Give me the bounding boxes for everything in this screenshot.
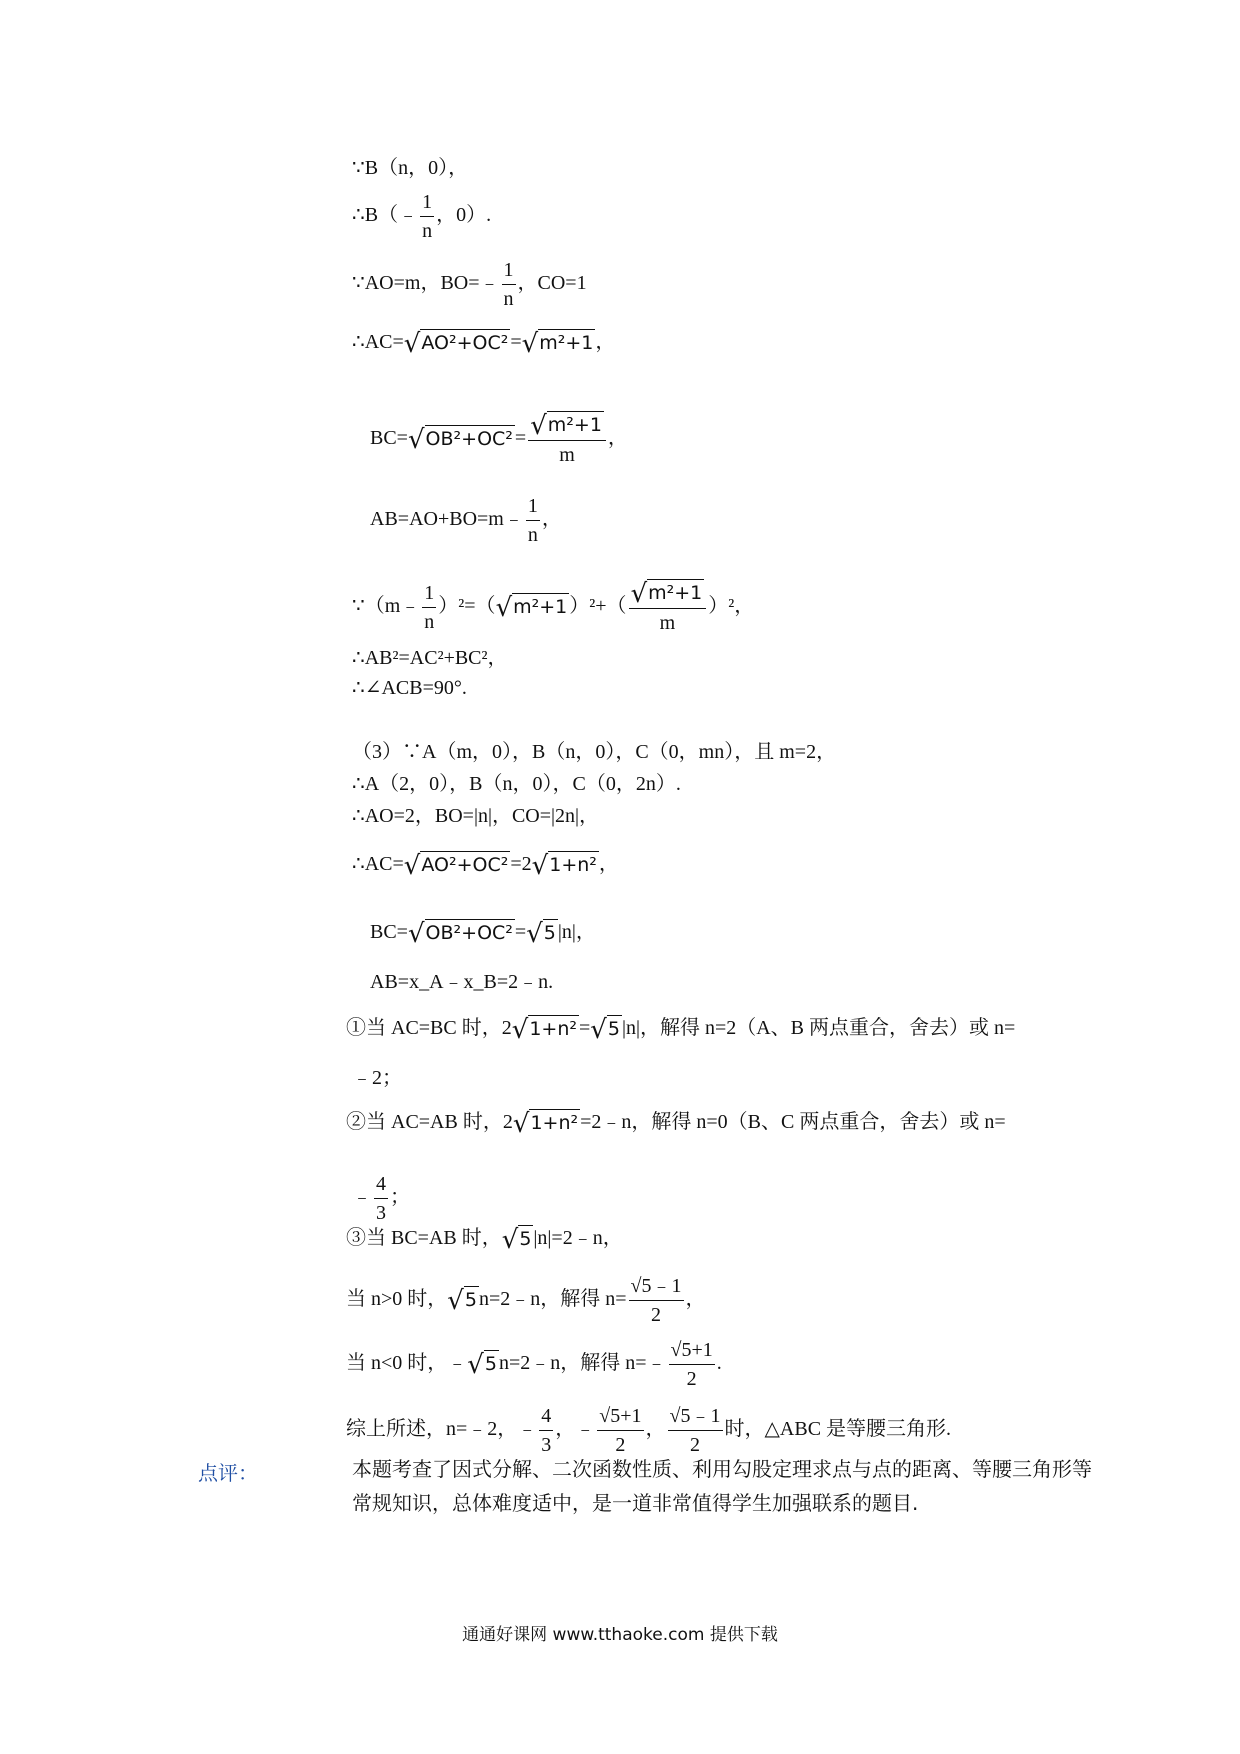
denominator: m: [659, 611, 676, 634]
numerator: 1: [422, 581, 436, 608]
sqrt-icon: √: [521, 328, 539, 359]
text: 时，△ABC 是等腰三角形.: [724, 1418, 952, 1441]
line-17: ﹣2；: [352, 1067, 402, 1089]
line-18: [346, 1108, 1006, 1139]
denominator: 2: [690, 1434, 701, 1456]
text: =2: [510, 853, 532, 875]
text: ∵（m﹣: [352, 595, 421, 618]
text: ，: [598, 853, 619, 875]
radical: [590, 1014, 622, 1045]
text: ③当 BC=AB 时，: [346, 1227, 502, 1249]
text: ∵AO=m，BO=﹣: [352, 272, 500, 295]
radical: [495, 592, 570, 623]
line-5: [370, 412, 628, 467]
text: ）²=（: [438, 595, 496, 618]
sqrt-icon: √: [511, 1014, 529, 1045]
radical: [512, 1108, 580, 1139]
fraction: [597, 1404, 643, 1457]
radicand: OB²+OC²: [425, 425, 515, 450]
text: =2﹣n，解得 n=0（B、C 两点重合，舍去）或 n=: [580, 1111, 1006, 1133]
text: 2: [501, 1017, 512, 1039]
radical: [511, 1014, 579, 1045]
text: ，0）.: [436, 204, 492, 227]
fraction: [629, 580, 707, 635]
radical: [526, 918, 558, 949]
radical: [403, 850, 511, 881]
sqrt-icon: √: [531, 850, 549, 881]
numerator: √5﹣1: [668, 1404, 723, 1431]
denominator: n: [424, 610, 435, 633]
radical: [447, 1286, 479, 1316]
radicand: AO²+OC²: [420, 851, 510, 876]
radical: [407, 918, 515, 949]
text: ，CO=1: [517, 272, 587, 295]
fraction: [528, 412, 606, 467]
line-19: [352, 1172, 410, 1225]
line-16: [346, 1014, 1016, 1045]
text: ，: [595, 331, 616, 353]
text: ∴AC=: [352, 853, 404, 875]
text: 当 n<0 时，﹣: [346, 1352, 468, 1375]
sqrt-icon: √: [447, 1286, 464, 1316]
fraction: [422, 581, 436, 634]
denominator: 3: [541, 1434, 552, 1456]
sqrt-icon: √: [501, 1224, 519, 1255]
text: BC=: [370, 427, 408, 450]
radicand: m²+1: [512, 593, 569, 618]
line-10: （3）∵A（m，0），B（n，0），C（0，mn），且 m=2，: [352, 741, 837, 763]
fraction: [526, 494, 540, 547]
line-3: [352, 258, 587, 311]
text: |n|=2﹣n，: [533, 1227, 623, 1249]
numerator: √5+1: [597, 1404, 643, 1431]
denominator: 2: [686, 1368, 697, 1390]
line-1: ∵B（n，0），: [352, 157, 469, 179]
numerator: √5﹣1: [629, 1274, 684, 1301]
text: =: [579, 1017, 591, 1039]
numerator: [528, 412, 606, 441]
text: 2: [502, 1111, 513, 1133]
sqrt-icon: √: [512, 1108, 530, 1139]
text: 当 n>0 时，: [346, 1288, 448, 1311]
text: ﹣: [352, 1186, 372, 1209]
text: n=2﹣n，解得 n=﹣: [498, 1352, 667, 1375]
text: .: [716, 1352, 722, 1375]
denominator: 2: [615, 1434, 626, 1456]
line-15: AB=x_A﹣x_B=2﹣n.: [370, 971, 554, 993]
fraction: [668, 1404, 723, 1457]
radicand: 5: [607, 1015, 622, 1040]
comment-label: 点评：: [198, 1461, 258, 1485]
text: ，: [685, 1288, 706, 1311]
line-6: [370, 494, 562, 547]
radicand: 1+n²: [529, 1109, 580, 1134]
numerator: 1: [526, 494, 540, 521]
line-12: ∴AO=2，BO=|n|，CO=|2n|，: [352, 805, 600, 827]
radicand: 1+n²: [528, 1015, 579, 1040]
text: =: [510, 331, 522, 353]
line-23: [346, 1404, 951, 1457]
sqrt-icon: √: [407, 424, 425, 455]
radicand: m²+1: [538, 329, 595, 354]
sqrt-icon: √: [630, 578, 648, 609]
sqrt-icon: √: [403, 850, 421, 881]
line-14: [370, 918, 596, 949]
radicand: OB²+OC²: [425, 919, 515, 944]
text: ；: [390, 1186, 410, 1209]
line-8: ∴AB²=AC²+BC²，: [352, 647, 508, 669]
numerator: 1: [420, 190, 434, 217]
sqrt-icon: √: [530, 410, 547, 441]
radical: [467, 1350, 499, 1380]
fraction: [539, 1404, 553, 1457]
text: 综上所述，n=﹣2，﹣: [346, 1418, 538, 1441]
text: ）²+（: [569, 595, 627, 618]
radical: [407, 424, 515, 455]
fraction: [669, 1338, 715, 1391]
comment-text: 本题考查了因式分解、二次函数性质、利用勾股定理求点与点的距离、等腰三角形等常规知识，总体难度适中，是一道非常值得学生加强联系的题目.: [352, 1457, 1092, 1515]
text: ∴B（﹣: [352, 204, 419, 227]
sqrt-icon: √: [403, 328, 421, 359]
line-7: [352, 580, 754, 635]
footer: 通通好课网 www.tthaoke.com 提供下载: [462, 1625, 778, 1645]
sqrt-icon: √: [407, 918, 425, 949]
denominator: 3: [376, 1202, 386, 1224]
radicand: 5: [464, 1286, 479, 1311]
sqrt-icon: √: [526, 918, 543, 949]
radicand: m²+1: [647, 579, 704, 604]
numerator: √5+1: [669, 1338, 715, 1365]
text: ，: [607, 427, 628, 450]
line-2: [352, 190, 491, 243]
text: ①当 AC=BC 时，: [346, 1017, 502, 1039]
text: BC=: [370, 921, 408, 943]
line-21: [346, 1274, 706, 1327]
text: |n|，: [557, 921, 596, 943]
numerator: 4: [374, 1172, 388, 1199]
denominator: n: [503, 288, 514, 310]
numerator: [629, 580, 707, 609]
text: ∴AC=: [352, 331, 404, 353]
fraction: [420, 190, 434, 243]
radical: [531, 850, 599, 881]
denominator: n: [422, 220, 433, 242]
text: =: [514, 427, 527, 450]
line-9: ∴∠ACB=90°.: [352, 677, 467, 699]
fraction: [629, 1274, 684, 1327]
line-22: [346, 1338, 722, 1391]
line-4: [352, 328, 616, 359]
radical: [521, 328, 596, 359]
radicand: m²+1: [547, 411, 604, 436]
text: ，: [541, 508, 562, 531]
text: AB=AO+BO=m﹣: [370, 508, 524, 531]
text: ，﹣: [555, 1418, 596, 1441]
text: ）²，: [708, 595, 755, 618]
text: ，: [645, 1418, 666, 1441]
radicand: 1+n²: [548, 851, 599, 876]
numerator: 4: [539, 1404, 553, 1431]
radicand: 5: [543, 919, 558, 944]
radical: [403, 328, 511, 359]
radical: [630, 578, 705, 609]
sqrt-icon: √: [495, 592, 513, 623]
fraction: [374, 1172, 388, 1225]
radical: [530, 410, 604, 441]
line-13: [352, 850, 619, 881]
text: n=2﹣n，解得 n=: [478, 1288, 627, 1311]
line-20: [346, 1224, 623, 1255]
line-11: ∴A（2，0），B（n，0），C（0，2n）.: [352, 773, 681, 795]
sqrt-icon: √: [590, 1014, 607, 1045]
denominator: m: [559, 443, 575, 466]
fraction: [502, 258, 516, 311]
radical: [501, 1224, 534, 1255]
numerator: 1: [502, 258, 516, 285]
radicand: 5: [484, 1350, 499, 1375]
text: ②当 AC=AB 时，: [346, 1111, 503, 1133]
radicand: 5: [518, 1225, 533, 1250]
text: =: [514, 921, 527, 943]
sqrt-icon: √: [467, 1350, 484, 1380]
radicand: AO²+OC²: [420, 329, 510, 354]
denominator: n: [527, 524, 538, 546]
text: |n|，解得 n=2（A、B 两点重合，舍去）或 n=: [621, 1017, 1016, 1039]
denominator: 2: [651, 1304, 661, 1326]
